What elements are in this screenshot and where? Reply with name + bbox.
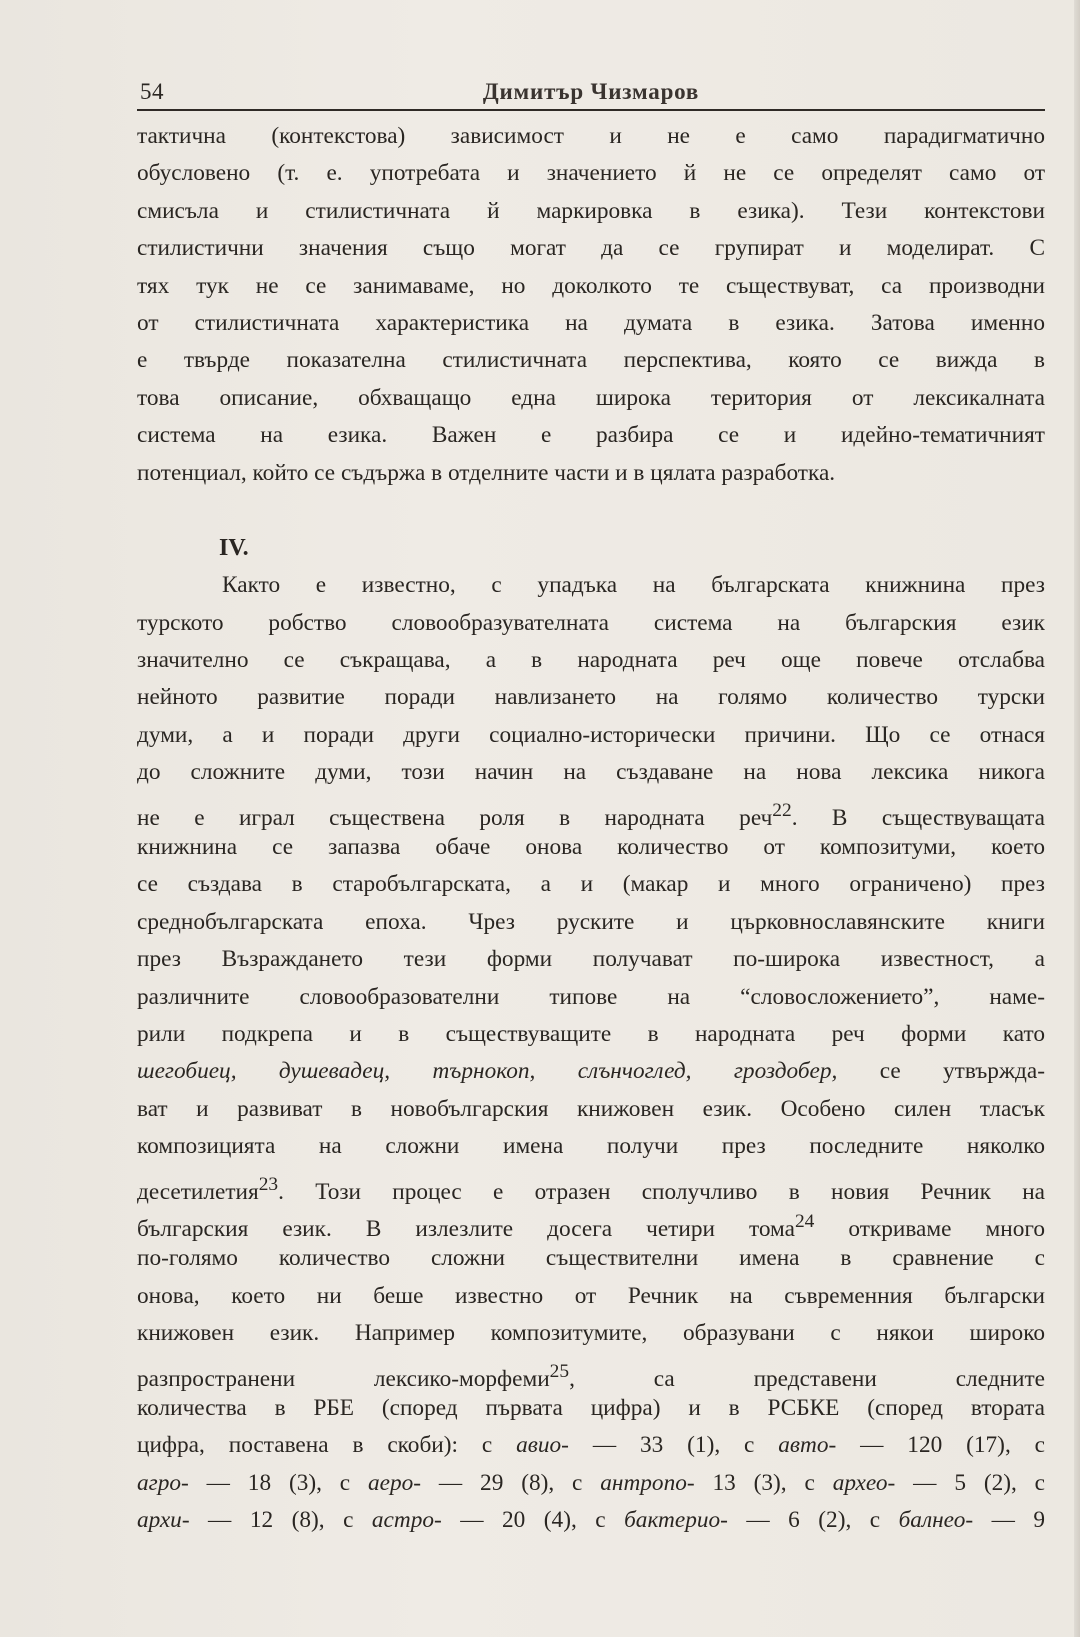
text-line: рили подкрепа и в съществуващите в народната реч форми като	[137, 1020, 1045, 1047]
page-header	[137, 75, 1045, 111]
text-line	[137, 1502, 1045, 1539]
text-line: нейното развитие поради навлизането на голямо количество турски	[137, 684, 1045, 711]
italic-morpheme: архи-	[137, 1507, 190, 1534]
text-line: думи, а и поради други социално-исторически причини. Що се отнася	[137, 721, 1045, 748]
text-line: потенциал, който се съдържа в отделните части и в цялата разработка.	[137, 459, 836, 486]
text-run: — 120 (17), с	[836, 1432, 1045, 1459]
italic-morpheme: бактерио-	[624, 1507, 728, 1534]
text-run: — 29 (8), с	[421, 1469, 601, 1496]
italic-examples: шегобиец, душевадец, търнокоп, слънчоглед, гроздобер,	[137, 1058, 838, 1085]
page-number: 54	[140, 79, 164, 104]
text-run: десетилетия	[137, 1178, 259, 1205]
text-line: онова, което ни беше известно от Речник на съвременния български	[137, 1282, 1045, 1309]
text-line	[137, 1465, 1045, 1502]
paragraph-1	[137, 118, 1045, 492]
text-run: — 20 (4), с	[441, 1507, 625, 1534]
text-run: — 12 (8), с	[189, 1507, 372, 1534]
italic-morpheme: антропо-	[600, 1469, 695, 1496]
italic-morpheme: архео-	[832, 1469, 896, 1496]
text-run: откриваме много	[814, 1215, 1045, 1242]
text-line	[137, 792, 1045, 829]
text-line	[137, 1203, 1045, 1240]
text-run: се утвържда-	[837, 1058, 1046, 1085]
text-line: смисъла и стилистичната й маркировка в езика). Тези контекстови	[137, 197, 1045, 224]
italic-morpheme: балнео-	[898, 1507, 974, 1534]
text-run: разпространени лексико-морфеми	[137, 1365, 550, 1392]
text-line: обусловено (т. е. употребата и значението й не се определят само от	[137, 160, 1045, 187]
text-run: — 33 (1), с	[568, 1432, 779, 1459]
paragraph-2	[137, 567, 1045, 1539]
text-line: книжнина се запазва обаче онова количество от композитуми, което	[137, 834, 1045, 861]
text-line: до сложните думи, този начин на създаване на нова лексика никога	[137, 759, 1045, 786]
text-line: Както е известно, с упадъка на българската книжнина през	[222, 572, 1045, 599]
text-line: турското робство словообразувателната система на българския език	[137, 609, 1045, 636]
text-line: през Възраждането тези форми получават по-широка известност, а	[137, 946, 1045, 973]
text-run: . В съществуващата	[791, 804, 1045, 831]
italic-morpheme: авто-	[778, 1432, 837, 1459]
text-line: е твърде показателна стилистичната перспектива, която се вижда в	[137, 347, 1045, 374]
text-line: се създава в старобългарската, а и (макар и много ограничено) през	[137, 871, 1045, 898]
text-line: значително се съкращава, а в народната реч още повече отслабва	[137, 647, 1045, 674]
text-line: среднобългарската епоха. Чрез руските и църковнославянските книги	[137, 908, 1045, 935]
text-run: — 18 (3), с	[188, 1469, 368, 1496]
text-run: . Този процес е отразен сполучливо в новия Речник на	[278, 1178, 1045, 1205]
italic-morpheme: аеро-	[368, 1469, 422, 1496]
text-line	[137, 1427, 1045, 1464]
page-body	[137, 118, 1045, 1539]
text-line	[137, 1053, 1045, 1090]
text-line: тях тук не се занимаваме, но доколкото те съществуват, са производни	[137, 272, 1045, 299]
running-title: Димитър Чизмаров	[482, 79, 700, 104]
footnote-ref-23: 23	[258, 1173, 279, 1195]
text-line: стилистични значения също могат да се групират и моделират. С	[137, 235, 1045, 262]
page-edge	[1074, 0, 1080, 1637]
text-line: различните словообразователни типове на “словосложението”, наме-	[137, 983, 1045, 1010]
italic-morpheme: агро-	[137, 1469, 189, 1496]
italic-morpheme: астро-	[371, 1507, 442, 1534]
text-run: българския език. В излезлите досега четири тома	[137, 1215, 795, 1242]
text-line	[137, 1166, 1045, 1203]
text-run: — 9	[973, 1507, 1046, 1534]
text-run: — 5 (2), с	[895, 1469, 1046, 1496]
text-run: не е играл съществена роля в народната реч	[137, 804, 773, 831]
footnote-ref-24: 24	[794, 1210, 815, 1232]
footnote-ref-22: 22	[772, 799, 792, 821]
text-run: — 6 (2), с	[727, 1507, 899, 1534]
text-run: цифра, поставена в скоби): с	[137, 1432, 517, 1459]
text-line	[137, 1353, 1045, 1390]
text-line: тактична (контекстова) зависимост и не е само парадигматично	[137, 123, 1045, 149]
text-run: 13 (3), с	[694, 1469, 833, 1496]
text-line: по-голямо количество сложни съществителни имена в сравнение с	[137, 1245, 1045, 1272]
section-heading: IV.	[219, 534, 249, 561]
text-run: , са представени следните	[569, 1365, 1046, 1392]
italic-morpheme: авио-	[516, 1432, 569, 1459]
text-line: книжовен език. Например композитумите, образувани с някои широко	[137, 1320, 1045, 1347]
footnote-ref-25: 25	[549, 1360, 570, 1382]
text-line: система на езика. Важен е разбира се и идейно-тематичният	[137, 422, 1045, 449]
text-line: композицията на сложни имена получи през последните няколко	[137, 1133, 1045, 1160]
text-line: от стилистичната характеристика на думата в езика. Затова именно	[137, 309, 1045, 336]
text-line: това описание, обхващащо една широка територия от лексикалната	[137, 384, 1045, 411]
text-line: ват и развиват в новобългарския книжовен език. Особено силен тласък	[137, 1095, 1045, 1122]
text-line: количества в РБЕ (според първата цифра) и в РСБКЕ (според втората	[137, 1394, 1045, 1421]
